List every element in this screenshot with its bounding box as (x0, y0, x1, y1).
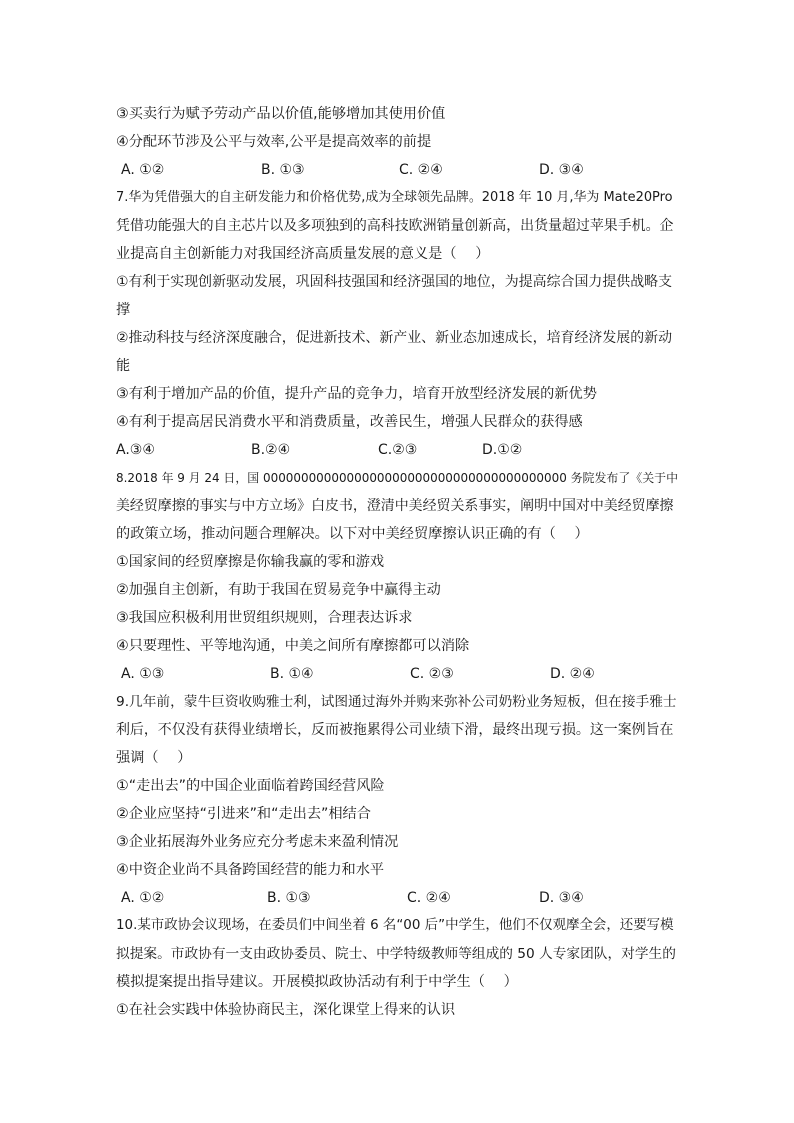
q8-statement-3: ③我国应积极利用世贸组织规则，合理表达诉求 (116, 610, 413, 626)
q6-option-a[interactable]: A. ①② (121, 162, 165, 178)
q7-statement-3: ③有利于增加产品的价值，提升产品的竞争力，培育开放型经济发展的新优势 (116, 386, 597, 402)
q7-stem-line-3: 业提高自主创新能力对我国经济高质量发展的意义是（ ） (116, 246, 490, 262)
q9-stem-line-3: 强调（ ） (116, 750, 192, 766)
q7-statement-2-cont: 能 (116, 358, 131, 374)
q9-option-a[interactable]: A. ①② (121, 890, 165, 906)
q8-option-a[interactable]: A. ①③ (121, 666, 165, 682)
q8-option-c[interactable]: C. ②③ (410, 666, 454, 682)
q7-option-c[interactable]: C.②③ (378, 442, 418, 458)
q7-statement-2: ②推动科技与经济深度融合，促进新技术、新产业、新业态加速成长，培育经济发展的新动 (116, 330, 673, 346)
q8-stem-line-2: 美经贸摩擦的事实与中方立场》白皮书，澄清中美经贸关系事实，阐明中国对中美经贸摩擦 (116, 498, 674, 514)
q7-stem-line-1: 7.华为凭借强大的自主研发能力和价格优势,成为全球领先品牌。2018 年 10 月,华为 Mate20Pro (116, 190, 673, 205)
q9-stem-line-2: 利后，不仅没有获得业绩增长，反而被拖累得公司业绩下滑，最终出现亏损。这一案例旨在 (116, 722, 674, 738)
q9-option-b[interactable]: B. ①③ (267, 890, 311, 906)
q9-option-c[interactable]: C. ②④ (407, 890, 451, 906)
q10-statement-1: ①在社会实践中体验协商民主，深化课堂上得来的认识 (116, 1002, 456, 1018)
q6-statement-4: ④分配环节涉及公平与效率,公平是提高效率的前提 (116, 134, 432, 150)
q9-option-d[interactable]: D. ③④ (539, 890, 584, 906)
q9-statement-3: ③企业拓展海外业务应充分考虑未来盈利情况 (116, 834, 399, 850)
q8-statement-4: ④只要理性、平等地沟通，中美之间所有摩擦都可以消除 (116, 638, 470, 654)
q8-statement-1: ①国家间的经贸摩擦是你输我赢的零和游戏 (116, 554, 385, 570)
q8-option-d[interactable]: D. ②④ (550, 666, 595, 682)
q6-option-d[interactable]: D. ③④ (539, 162, 584, 178)
q7-statement-4: ④有利于提高居民消费水平和消费质量，改善民生，增强人民群众的获得感 (116, 414, 583, 430)
q10-stem-line-2: 拟提案。市政协有一支由政协委员、院士、中学特级教师等组成的 50 人专家团队，对学生的 (116, 946, 676, 962)
q8-option-b[interactable]: B. ①④ (270, 666, 314, 682)
q7-stem-line-2: 凭借功能强大的自主芯片以及多项独到的高科技欧洲销量创新高，出货量超过苹果手机。企 (116, 218, 674, 234)
q8-stem-line-1: 8.2018 年 9 月 24 日，国 0000000000000000000000000000000000000000 务院发布了《关于中 (116, 471, 679, 485)
q7-option-b[interactable]: B.②④ (251, 442, 291, 458)
q6-option-c[interactable]: C. ②④ (399, 162, 443, 178)
q9-statement-1: ①“走出去”的中国企业面临着跨国经营风险 (116, 778, 385, 794)
q7-statement-1: ①有利于实现创新驱动发展，巩固科技强国和经济强国的地位，为提高综合国力提供战略支 (116, 274, 673, 290)
q10-stem-line-1: 10.某市政协会议现场，在委员们中间坐着 6 名“00 后”中学生，他们不仅观摩全会，还要写模 (116, 918, 674, 933)
q7-statement-1-cont: 撑 (116, 302, 131, 318)
q9-statement-4: ④中资企业尚不具备跨国经营的能力和水平 (116, 862, 385, 878)
q6-statement-3: ③买卖行为赋予劳动产品以价值,能够增加其使用价值 (116, 106, 446, 122)
q10-stem-line-3: 模拟提案提出指导建议。开展模拟政协活动有利于中学生（ ） (116, 974, 518, 990)
q9-statement-2: ②企业应坚持“引进来”和“走出去”相结合 (116, 806, 371, 822)
q8-stem-line-3: 的政策立场，推动问题合理解决。以下对中美经贸摩擦认识正确的有（ ） (116, 526, 589, 542)
q7-option-a[interactable]: A.③④ (116, 442, 155, 458)
q6-option-b[interactable]: B. ①③ (261, 162, 305, 178)
q7-option-d[interactable]: D.①② (482, 442, 523, 458)
q8-statement-2: ②加强自主创新，有助于我国在贸易竞争中赢得主动 (116, 582, 441, 598)
q9-stem-line-1: 9.几年前，蒙牛巨资收购雅士利，试图通过海外并购来弥补公司奶粉业务短板，但在接手雅士 (116, 694, 677, 710)
